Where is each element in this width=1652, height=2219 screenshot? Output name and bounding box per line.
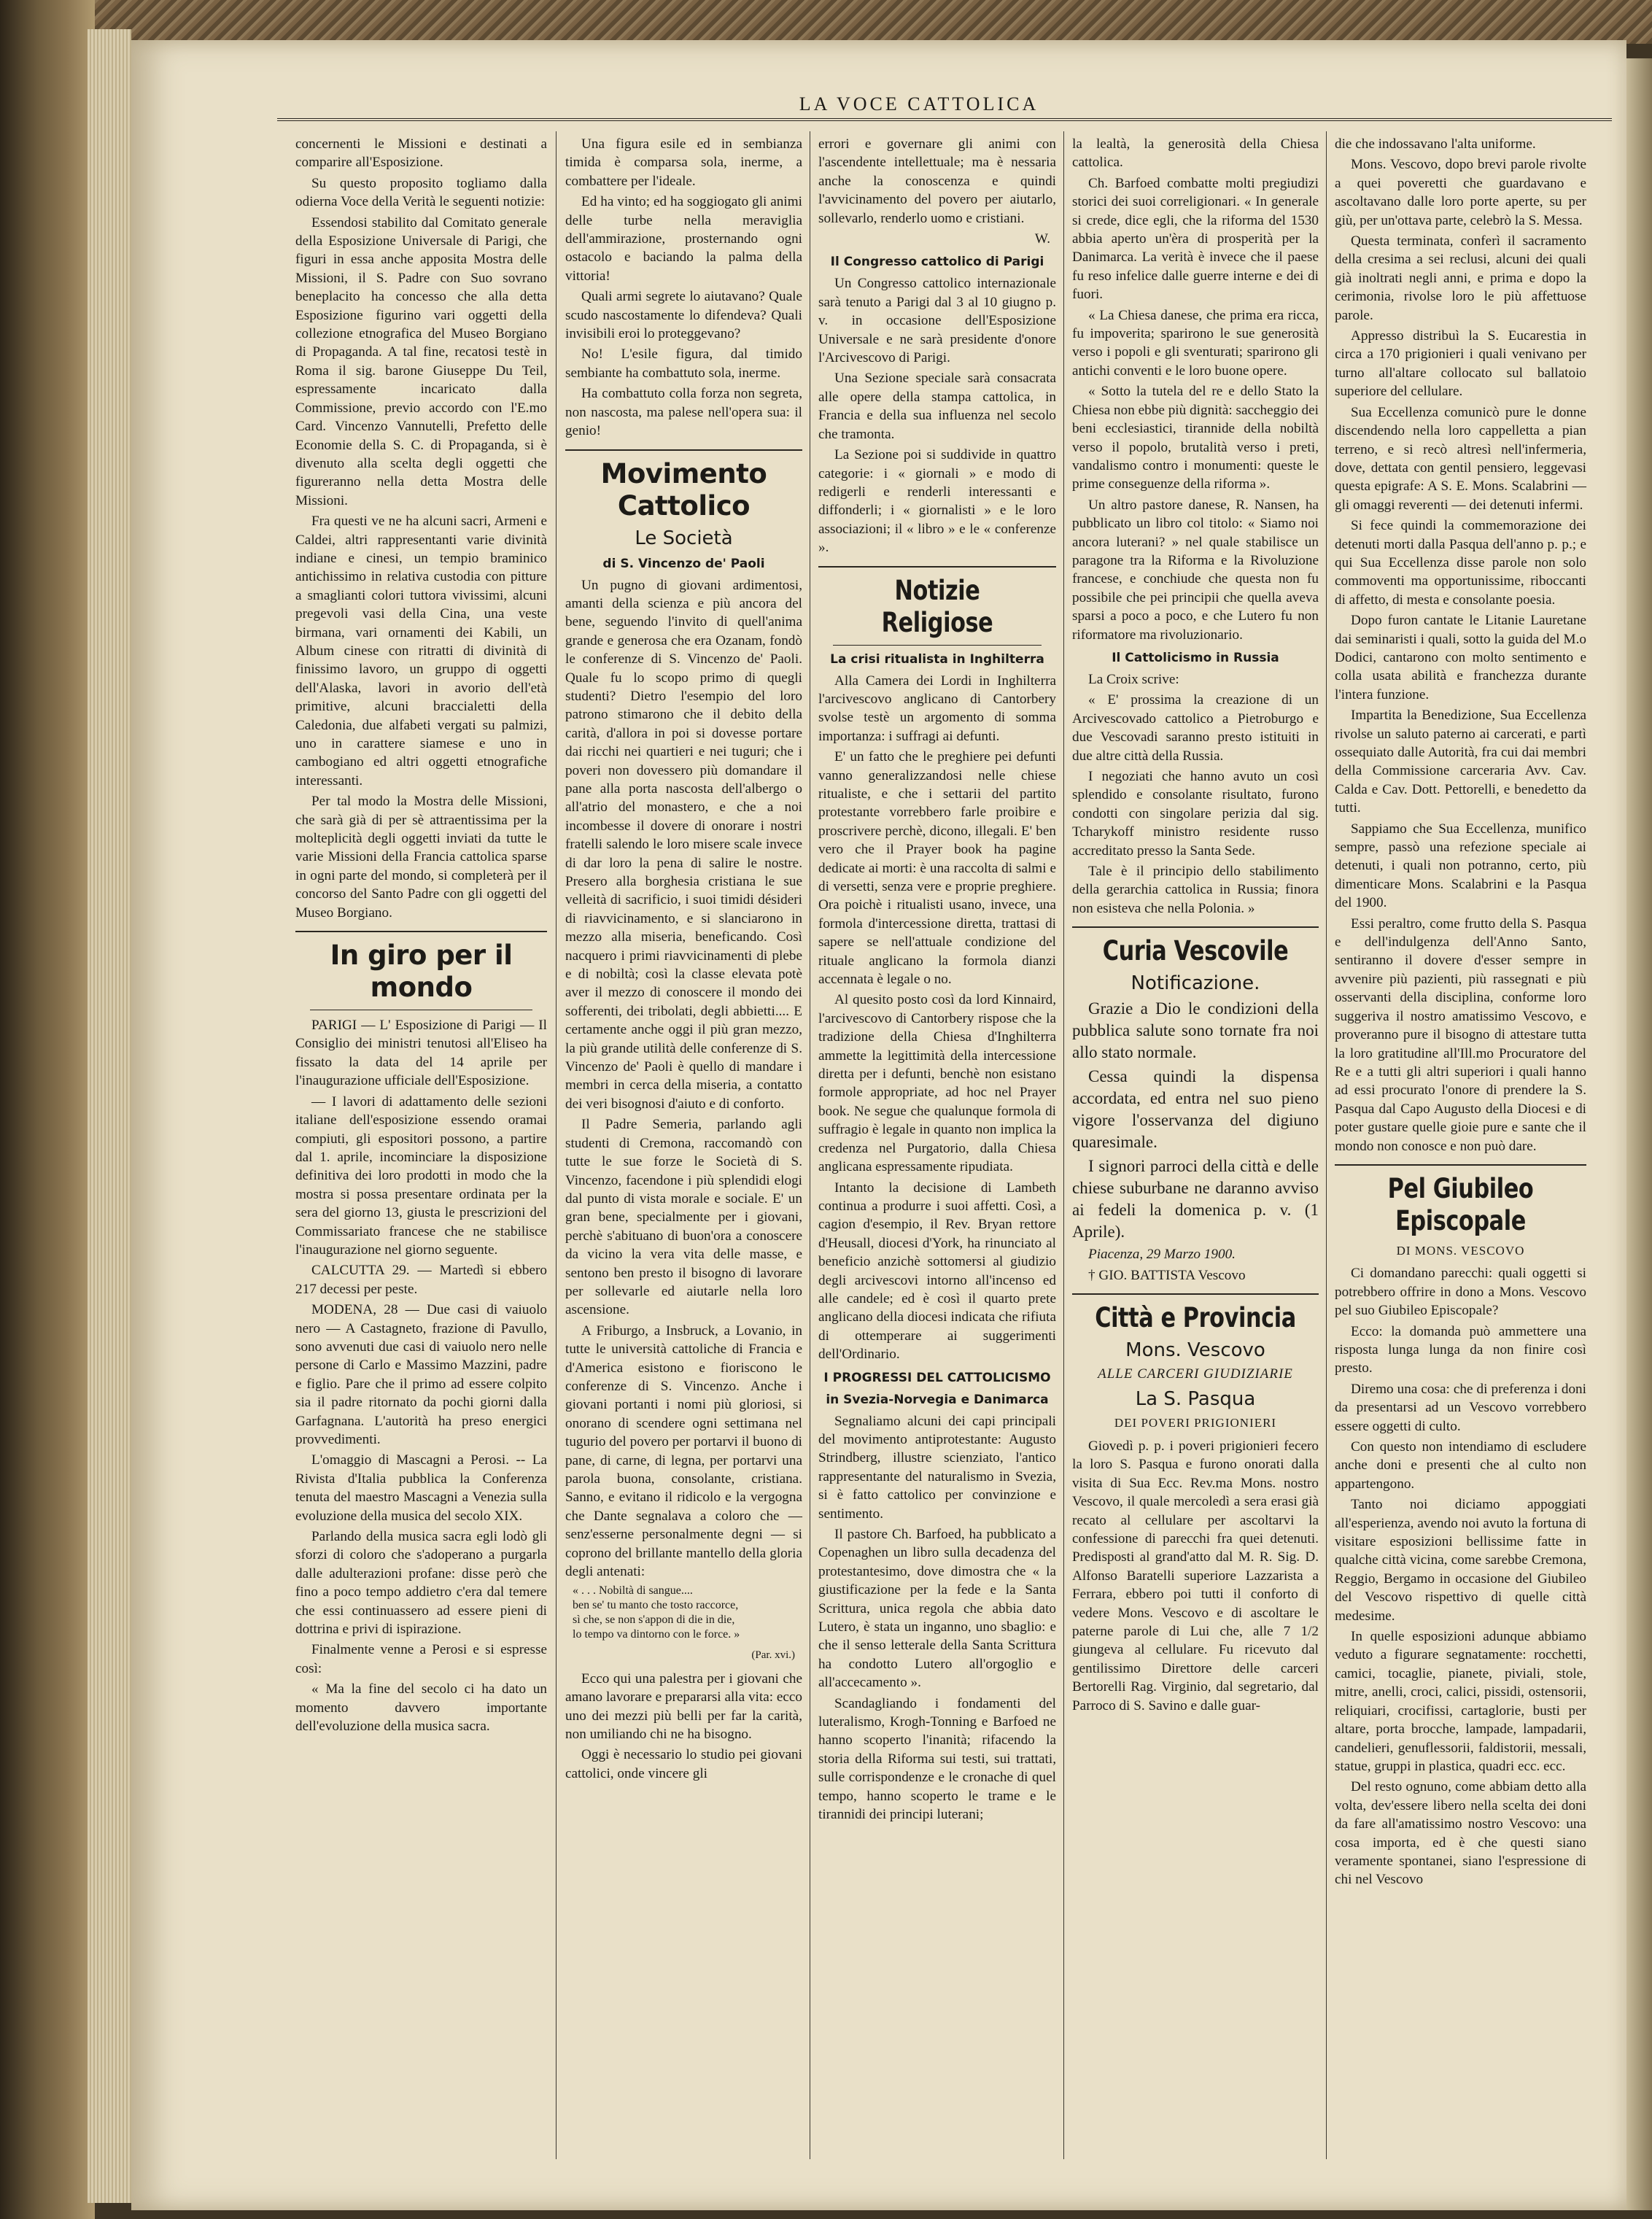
column-rule bbox=[1326, 131, 1327, 2159]
paragraph: Alla Camera dei Lordi in Inghilterra l'arcivescovo anglicano di Cantorbery svolse testè un argomento di somma importanza: i suffragi ai defunti. bbox=[818, 673, 1056, 744]
signature: W. bbox=[1034, 231, 1050, 247]
subheading: Mons. Vescovo bbox=[1125, 1339, 1265, 1362]
column-3 bbox=[818, 135, 1056, 1827]
section-heading: In giro per il mondo bbox=[330, 940, 513, 1004]
paragraph: « La Chiesa danese, che prima era ricca, fu impoverita; sparirono le sue generosità verso i popoli e gli sventurati; sparirono gli antichi conventi e le loro buone opere. bbox=[1072, 307, 1319, 379]
divider bbox=[295, 931, 547, 932]
paragraph: Per tal modo la Mostra delle Missioni, che sarà già di per sè attraentissima per la molteplicità degli oggetti inviati da tutte le varie Missioni della Francia cattolica sparse in ogni parte del mondo, si completerà per il concorso del Santo Padre con gli oggetti del Museo Borgiano. bbox=[295, 794, 547, 921]
paragraph: Dopo furon cantate le Litanie Lauretane dai seminaristi i quali, sotto la guida del M.o Dodici, cantarono con molto sentimento e colla usata abilità e franchezza durante l'intera funzione. bbox=[1335, 613, 1586, 702]
paragraph: Tanto noi diciamo appoggiati all'esperienza, avendo noi avuto la fortuna di visitare esposizioni bellissime fatte in qualche città vicina, come sarebbe Cremona, Reggio, Bergamo in occasione del Giubileo del Vescovo rispettivo di quelle città medesime. bbox=[1335, 1497, 1586, 1624]
section-heading: Movimento Cattolico bbox=[600, 457, 767, 522]
paragraph: I signori parroci della città e delle chiese suburbane ne daranno avviso ai fedeli la domenica p. v. (1 Aprile). bbox=[1072, 1157, 1319, 1242]
paragraph: L'omaggio di Mascagni a Perosi. -- La Rivista d'Italia pubblica la Conferenza tenuta del maestro Mascagni a Venezia sulla evoluzione della musica del secolo XIX. bbox=[295, 1452, 547, 1524]
paragraph: Scandagliando i fondamenti del luteralismo, Krogh-Tonning e Barfoed ne hanno scoperto l'inanità; rifacendo la storia della Riforma sui testi, sui trattati, sulle corrispondenze e le cronache di quel tempo, hanno scoperto le trame e le tirannidi dei principi luterani; bbox=[818, 1695, 1056, 1823]
paragraph: Questa terminata, conferì il sacramento della cresima a sei reclusi, alcuni dei quali già inoltrati negli anni, e prima e dopo la cerimonia, rivolse loro le più affettuose parole. bbox=[1335, 233, 1586, 323]
divider bbox=[1335, 1164, 1586, 1166]
paragraph: Un altro pastore danese, R. Nansen, ha pubblicato un libro col titolo: « Siamo noi ancora luterani? » nel quale stabilisce un paragone tra la Riforma e la Rivoluzione francese, e conchiude che questa non fu possibile che pei principii che quella aveva sparsi a poco a poco, e che Lutero fu non riformatore ma rivoluzionario. bbox=[1072, 497, 1319, 643]
verse-line: ben se' tu manto che tosto raccorce, bbox=[573, 1599, 739, 1612]
paragraph: Cessa quindi la dispensa accordata, ed entra nel suo pieno vigore l'osservanza del digiuno quaresimale. bbox=[1072, 1067, 1319, 1152]
column-1 bbox=[295, 135, 547, 1738]
subheading: Il Congresso cattolico di Parigi bbox=[830, 255, 1044, 270]
subheading: di S. Vincenzo de' Paoli bbox=[602, 556, 765, 571]
paragraph: Su questo proposito togliamo dalla odierna Voce della Verità le seguenti notizie: bbox=[295, 175, 547, 210]
paragraph: Il Padre Semeria, parlando agli studenti di Cremona, raccomandò con tutte le sue forze le Società di S. Vincenzo, facendone i più splendidi elogi dal punto di vista morale e sociale. E' un gran bene, specialmente per i giovani, perchè s'abituano di buon'ora a conoscere da vicino la vera vita delle masse, e sentono ben presto il bisogno di lavorare per sollevarle ed aiutarle nella loro ascensione. bbox=[565, 1117, 802, 1318]
dateline: Piacenza, 29 Marzo 1900. bbox=[1088, 1247, 1236, 1263]
paragraph: Essendosi stabilito dal Comitato generale della Esposizione Universale di Parigi, che figuri in essa anche apposita Mostra delle Missioni, il S. Padre con Suo sovrano beneplacito ha concesso che alla detta Esposizione figurino vari oggetti della collezione etnografica del Museo Borgiano di Propaganda. A tal fine, recatosi testè in Roma il sig. barone Giuseppe Du Teil, espressamente incaricato dalla Commissione, previo accordo con l'E.mo Card. Vincenzo Vannutelli, Prefetto delle Economie della S. C. di Propaganda, si è divenuto alla scelta degli oggetti che figureranno nella detta Mostra delle Missioni. bbox=[295, 214, 547, 508]
masthead: LA VOCE CATTOLICA bbox=[799, 93, 1039, 115]
column-2 bbox=[565, 135, 802, 1785]
paragraph: Ha combattuto colla forza non segreta, non nascosta, ma palese nell'opera sua: il genio! bbox=[565, 386, 802, 439]
verse-line: « . . . Nobiltà di sangue.... bbox=[573, 1584, 693, 1598]
paragraph: « Sotto la tutela del re e dello Stato la Chiesa non ebbe più dignità: saccheggio dei beni ecclesiastici, tirannide della nobiltà verso il popolo, brutalità verso i preti, vandalismo contro i monumenti: queste le prime conseguenze della riforma ». bbox=[1072, 384, 1319, 492]
paragraph: « E' prossima la creazione di un Arcivescovado cattolico a Pietroburgo e due Vescovadi saranno presto istituiti in due altre città della Russia. bbox=[1072, 692, 1319, 764]
column-rule bbox=[556, 131, 557, 2159]
paragraph: La Croix scrive: bbox=[1088, 671, 1179, 687]
paragraph: Finalmente venne a Perosi e si espresse così: bbox=[295, 1642, 547, 1676]
paragraph: Del resto ognuno, come abbiam detto alla volta, dev'essere libero nella scelta dei doni da fare all'amatissimo nostro Vescovo: una cosa importa, ed è che questi siano veramente spontanei, siano l'espressione di chi nel Vescovo bbox=[1335, 1779, 1586, 1888]
subheading: Notificazione. bbox=[1131, 972, 1260, 995]
section-heading: Pel Giubileo Episcopale bbox=[1387, 1172, 1534, 1236]
divider bbox=[1072, 1293, 1319, 1295]
signature: † GIO. BATTISTA Vescovo bbox=[1088, 1267, 1246, 1283]
divider bbox=[1072, 926, 1319, 928]
paragraph: E' un fatto che le preghiere pei defunti vanno generalizzandosi nelle chiese ritualiste, e che i settarii del partito protestante vorrebbero farle proibire e proscrivere perchè, dicono, illegali. E' ben vero che il Prayer book ha pagine dedicate ai morti: è una raccolta di salmi e di versetti, senza vere e proprie preghiere. Ora poichè i ritualisti usano, invece, una formola d'intercessione diretta, trattasi di sapere se nell'attuale condizione del rituale anglicano la formola dianzi accennata è legale o no. bbox=[818, 749, 1056, 988]
subheading: Il Cattolicismo in Russia bbox=[1112, 650, 1279, 665]
paragraph: Ch. Barfoed combatte molti pregiudizi storici dei suoi correligionari. « In generale si crede, dice egli, che la riforma del 1530 abbia aperto un'èra di prosperità per la Danimarca. La verità è invece che il paese fu reso infelice dalle guerre interne e dei di fuori. bbox=[1072, 175, 1319, 303]
paragraph: Si fece quindi la commemorazione dei detenuti morti dalla Pasqua dell'anno p. p.; e qui Sua Eccellenza disse parole non solo commoventi ma opportunissime, riboccanti di affetto, di mesta e consolante poesia. bbox=[1335, 518, 1586, 608]
paragraph: Oggi è necessario lo studio pei giovani cattolici, onde vincere gli bbox=[565, 1747, 802, 1781]
paragraph: Ed ha vinto; ed ha soggiogato gli animi delle turbe nella meraviglia dell'ammirazione, prosternando ogni ostacolo e baciando la palma della vittoria! bbox=[565, 194, 802, 284]
column-4 bbox=[1072, 135, 1319, 1717]
paragraph: Segnaliamo alcuni dei capi principali del movimento antiprotestante: Augusto Strindberg, illustre scienziato, l'antico rappresentante del naturalismo in Svezia, si è fatto cattolico per convinzione e sentimento. bbox=[818, 1413, 1056, 1522]
paragraph: Una figura esile ed in sembianza timida è comparsa sola, inerme, a combattere per l'ideale. bbox=[565, 136, 802, 189]
paragraph: Intanto la decisione di Lambeth continua a produrre i suoi affetti. Così, a cagion d'esempio, il Rev. Bryan rettore d'Heusall, diocesi d'York, ha rinunciato al beneficio anzichè sottomersi al giudizio degli arcivescovi intorno all'incenso ed alle candele; ed è così il quarto prete anglicano della diocesi indicata che rifiuta di ottemperare ai suggerimenti dell'Ordinario. bbox=[818, 1180, 1056, 1363]
verse-line: sì che, se non s'appon di die in die, bbox=[573, 1614, 735, 1627]
page-edges bbox=[88, 29, 131, 2203]
paragraph: In quelle esposizioni adunque abbiamo veduto a figurare segnatamente: rocchetti, camici, tocaglie, pianete, piviali, stole, mitre, anelli, croci, calici, pissidi, ostensorii, reliquiari, crocifissi, cartaglorie, busti per altare, porta brocche, lampade, lampadarii, candelieri, genuflessorii, faldistorii, messali, statue, gruppi in plastica, quadri ecc. ecc. bbox=[1335, 1629, 1586, 1774]
column-5 bbox=[1335, 135, 1586, 1891]
divider bbox=[833, 645, 1042, 646]
paragraph: Sappiamo che Sua Eccellenza, munifico sempre, passò una refezione speciale ai detenuti, i quali non potranno, certo, più dimenticare Mons. Scalabrini e la Pasqua del 1900. bbox=[1335, 821, 1586, 911]
subheading: Le Società bbox=[635, 527, 733, 549]
book-binding bbox=[0, 0, 95, 2219]
paragraph: Tale è il principio dello stabilimento della gerarchia cattolica in Russia; finora non esisteva che nella Polonia. » bbox=[1072, 864, 1319, 916]
paragraph: « Ma la fine del secolo ci ha dato un momento davvero importante dell'evoluzione della musica sacra. bbox=[295, 1681, 547, 1735]
paragraph: Grazie a Dio le condizioni della pubblica salute sono tornate fra noi allo stato normale. bbox=[1072, 999, 1319, 1062]
section-heading: Curia Vescovile bbox=[1102, 935, 1289, 967]
paragraph: Ecco: la domanda può ammettere una risposta lunga lunga da non finire così presto. bbox=[1335, 1323, 1586, 1376]
column-rule bbox=[1063, 131, 1064, 2159]
divider bbox=[818, 566, 1056, 568]
paragraph: Un Congresso cattolico internazionale sarà tenuto a Parigi dal 3 al 10 giugno p. v. in occasione dell'Esposizione Universale e ne sarà presidente d'onore l'Arcivescovo di Parigi. bbox=[818, 276, 1056, 366]
paragraph: — I lavori di adattamento delle sezioni italiane dell'esposizione essendo oramai compiuti, gli espositori possono, a partire dal 1. aprile, incominciare la disposizione definitiva dei loro prodotti in modo che la mostra si possa presentare ordinata per la sera del giorno 13, giusta le prescrizioni del Commissariato francese che ne stabilisce l'inaugurazione nel giorno seguente. bbox=[295, 1093, 547, 1258]
paragraph: Una Sezione speciale sarà consacrata alle opere della stampa cattolica, in Francia e della sua influenza nel secolo che tramonta. bbox=[818, 371, 1056, 442]
paragraph: Essi peraltro, come frutto della S. Pasqua e dell'indulgenza dell'Anno Santo, sentiranno il dovere d'esser sempre in avvenire più pazienti, più rassegnati e più osservanti della disciplina, conforme loro suggeriva il nostro amatissimo Vescovo, e proveranno pure il bisogno di attestare tutta la loro gratitudine all'Ill.mo Procuratore del Re e a tutti gli altri superiori i quali hanno ad essi procurato l'onore di prendere la S. Pasqua dal Capo Augusto della Diocesi e di poter gustare quelle gioie pure e sante che il mondo non conosce e non può dare. bbox=[1335, 915, 1586, 1154]
paragraph: Diremo una cosa: che di preferenza i doni da presentarsi ad un Vescovo vorrebbero essere oggetti di culto. bbox=[1335, 1381, 1586, 1434]
paragraph: errori e governare gli animi con l'ascendente intellettuale; ma è nessaria anche la conoscenza e quindi l'avvicinamento del povero per aiutarlo, sollevarlo, renderlo uomo e cristiani. bbox=[818, 136, 1056, 226]
subheading: La crisi ritualista in Inghilterra bbox=[830, 651, 1044, 667]
verse-line: lo tempo va dintorno con le force. » bbox=[573, 1628, 740, 1641]
paragraph: Fra questi ve ne ha alcuni sacri, Armeni e Caldei, altri rappresentanti varie divinità indiane e cinesi, un tempio braminico antichissimo in relativa custodia con pitture a smaglianti colori tuttora vivissimi, alcuni pregevoli vasi della Cina, una veste birmana, vari ornamenti dei Kabili, un Album cinese con ritratti di divinità di finissimo lavoro, un gruppo di oggetti dell'Alaska, lavori in avorio dell'età primitive, alcuni braccialetti della Caledonia, due alfabeti vergati su palmizi, uno in carattere siamese e uno in cambogiano ed altri oggetti etnografiche interessanti. bbox=[295, 514, 547, 789]
subheading: La S. Pasqua bbox=[1135, 1388, 1256, 1411]
verse-reference: (Par. xvi.) bbox=[751, 1649, 795, 1662]
subheading: in Svezia-Norvegia e Danimarca bbox=[826, 1392, 1049, 1407]
subheading: ALLE CARCERI GIUDIZIARIE bbox=[1098, 1366, 1293, 1382]
paragraph: Parlando della musica sacra egli lodò gli sforzi di coloro che s'adoperano a purgarla dalle adulterazioni profane: disse però che fino a poco tempo addietro c'era dal temere che essi continuassero ad essere pieni di dottrina e privi di ispirazione. bbox=[295, 1529, 547, 1638]
subheading: I PROGRESSI DEL CATTOLICISMO bbox=[823, 1370, 1051, 1385]
masthead-rule bbox=[277, 118, 1612, 121]
paragraph: Ci domandano parecchi: quali oggetti si potrebbero offrire in dono a Mons. Vescovo pel suo Giubileo Episcopale? bbox=[1335, 1266, 1586, 1319]
paragraph: PARIGI — L' Esposizione di Parigi — Il Consiglio dei ministri tenutosi all'Eliseo ha fissato la data del 14 aprile per l'inaugurazione ufficiale dell'Esposizione. bbox=[295, 1018, 547, 1089]
subheading: DI MONS. VESCOVO bbox=[1396, 1243, 1525, 1258]
paragraph: Mons. Vescovo, dopo brevi parole rivolte a quei poveretti che guardavano e ascoltavano dalle loro porte aperte, su per giù, per un'ottava parte, celebrò la S. Messa. bbox=[1335, 157, 1586, 228]
section-heading: Città e Provincia bbox=[1095, 1302, 1296, 1334]
paragraph: Quali armi segrete lo aiutavano? Quale scudo nascostamente lo difendeva? Quali invisibili eroi lo proteggevano? bbox=[565, 289, 802, 342]
marbled-edge bbox=[0, 0, 1652, 44]
paragraph: Al quesito posto così da lord Kinnaird, l'arcivescovo di Cantorbery rispose che la tradizione della Chiesa d'Inghilterra ammette la legittimità della intercessione diretta per i defunti, benchè non esistano formole appropriate, ad hoc nel Prayer book. Ne segue che qualunque formola di suffragio è legale in quanto non implica la credenza nel Purgatorio, dalla Chiesa anglicana espressamente ripudiata. bbox=[818, 992, 1056, 1175]
paragraph: Impartita la Benedizione, Sua Eccellenza rivolse un saluto paterno ai carcerati, e partì ossequiato dalle Autorità, fra cui dai membri della Commissione carceraria Avv. Cav. Calda e Cav. Dott. Pettorelli, e benedetto da tutti. bbox=[1335, 708, 1586, 816]
paragraph: Giovedì p. p. i poveri prigionieri fecero la loro S. Pasqua e furono onorati dalla visita di Sua Ecc. Rev.ma Mons. nostro Vescovo, il quale mercoledì a sera erasi già recato al cellulare per ascoltarvi la confessione di parecchi fra quei detenuti. Predisposti al grand'atto dal M. R. Sig. D. Alfonso Baratelli superiore Lazzarista a Ferrara, ebbero poi tutti il conforto di vedere Mons. Vescovo e di ascoltare le paterne parole di Lui che, alle 7 1/2 giungeva al cellulare. Fu ricevuto dal gentilissimo Direttore delle carceri Bertorelli Rag. Virginio, dal segretario, dal Parroco di S. Savino e dalle guar- bbox=[1072, 1438, 1319, 1713]
verse-quote bbox=[573, 1584, 802, 1642]
paragraph: Appresso distribuì la S. Eucarestia in circa a 170 prigionieri i quali venivano per turno all'altare collocato sul ballatoio superiore del cellulare. bbox=[1335, 328, 1586, 400]
divider bbox=[565, 449, 802, 451]
paragraph: A Friburgo, a Insbruck, a Lovanio, in tutte le università cattoliche di Francia e d'America esistono e fioriscono le conferenze di S. Vincenzo. Anche i giovani portanti i nomi più gloriosi, si onorano di scendere ogni settimana nel tugurio del povero per portarvi il buono di pane, di carne, di legna, per portarvi una parola buona, consolante, cristiana. Sanno, e evitano il ridicolo e la vergogna che Dante segnalava a coloro che — senz'esserne personalmente degni — si coprono del brillante mantello della gloria degli antenati: bbox=[565, 1323, 802, 1580]
section-heading: Notizie Religiose bbox=[881, 574, 993, 638]
next-page-edge bbox=[1623, 58, 1652, 2210]
paragraph: Il pastore Ch. Barfoed, ha pubblicato a Copenaghen un libro sulla decadenza del protestantesimo, dove dimostra che « la giustificazione per la fede e la Santa Scrittura, unica regola che abbia dato Lutero, è stata un inganno, uno sbaglio: e che il senso letterale della Santa Scrittura ha condotto Lutero all'orgoglio e all'accecamento ». bbox=[818, 1527, 1056, 1691]
paragraph: die che indossavano l'alta uniforme. bbox=[1335, 136, 1536, 152]
subheading: DEI POVERI PRIGIONIERI bbox=[1114, 1416, 1277, 1430]
paragraph: No! L'esile figura, dal timido sembiante ha combattuto sola, inerme. bbox=[565, 346, 802, 381]
paragraph: Un pugno di giovani ardimentosi, amanti della scienza e più ancora del bene, seguendo l'invito di quell'anima grande e generosa che era Ozanam, fondò le conferenze di S. Vincenzo de' Paoli. Quale fu lo scopo primo di quegli studenti? Dietro l'esempio del loro patrono stimarono che il debito della carità, d'allora in poi si dovesse portare dai ricchi nei quartieri e nei tuguri; che i poveri non dovessero più domandare il pane alla porta nascosta dell'albergo o all'atrio del monastero, e che a noi incombesse il dovere di onorare i nostri fratelli salendo le loro misere scale invece di dar loro la pena di salire le nostre. Presero alla borghesia cristiana le sue velleità di sacrificio, i suoi timidi désideri di riavvicinamento, e si slanciarono in mezzo alla miseria, beneficando. Così nacquero i primi riavvicinamenti di plebe e di nobiltà; così la classe elevata potè aver il mezzo di conoscere il mondo dei sofferenti, dei tribolati, degli abbietti.... E certamente anche oggi il più gran mezzo, la più grande utilità delle conferenze di S. Vincenzo de' Paoli è quello di mandare i membri in cerca della miseria, a contatto dei veri bisognosi d'aiuto e di conforto. bbox=[565, 577, 802, 1112]
paragraph: Sua Eccellenza comunicò pure le donne discendendo nella loro cappelletta a pian terreno, e si recò altresì nell'infermeria, dove, dettata con gentil pensiero, leggevasi questa epigrafe: A S. E. Mons. Scalabrini — gli omaggi reverenti — dei detenuti infermi. bbox=[1335, 404, 1586, 513]
paragraph: Ecco qui una palestra per i giovani che amano lavorare e prepararsi alla vita: ecco uno dei mezzi più belli per far la carità, non umiliando chi ne ha bisogno. bbox=[565, 1670, 802, 1743]
paragraph: La Sezione poi si suddivide in quattro categorie: i « giornali » e modo di redigerli e renderli interessanti e diffonderli; i « giornalisti » e le loro associazioni; il « libro » e le « conferenze ». bbox=[818, 447, 1056, 556]
paragraph: la lealtà, la generosità della Chiesa cattolica. bbox=[1072, 136, 1319, 171]
paragraph: MODENA, 28 — Due casi di vaiuolo nero — A Castagneto, frazione di Pavullo, sono avvenuti due casi di vaiuolo nero nelle persone di Carlo e Massimo Mazzini, padre e figlio. Pare che il primo ad essere colpito sia il padre ritornato da pochi giorni dalla Garfagnana. L'autorità ha preso energici provvedimenti. bbox=[295, 1302, 547, 1447]
paragraph: CALCUTTA 29. — Martedì si ebbero 217 decessi per peste. bbox=[295, 1263, 547, 1297]
paragraph: Con questo non intendiamo di escludere anche doni e presenti che al culto non appartengono. bbox=[1335, 1439, 1586, 1492]
paragraph: I negoziati che hanno avuto un così splendido e consolante risultato, furono condotti con singolare perizia dal sig. Tcharykoff ministro residente russo accreditato presso la Santa Sede. bbox=[1072, 769, 1319, 859]
paragraph: concernenti le Missioni e destinati a comparire all'Esposizione. bbox=[295, 136, 547, 171]
